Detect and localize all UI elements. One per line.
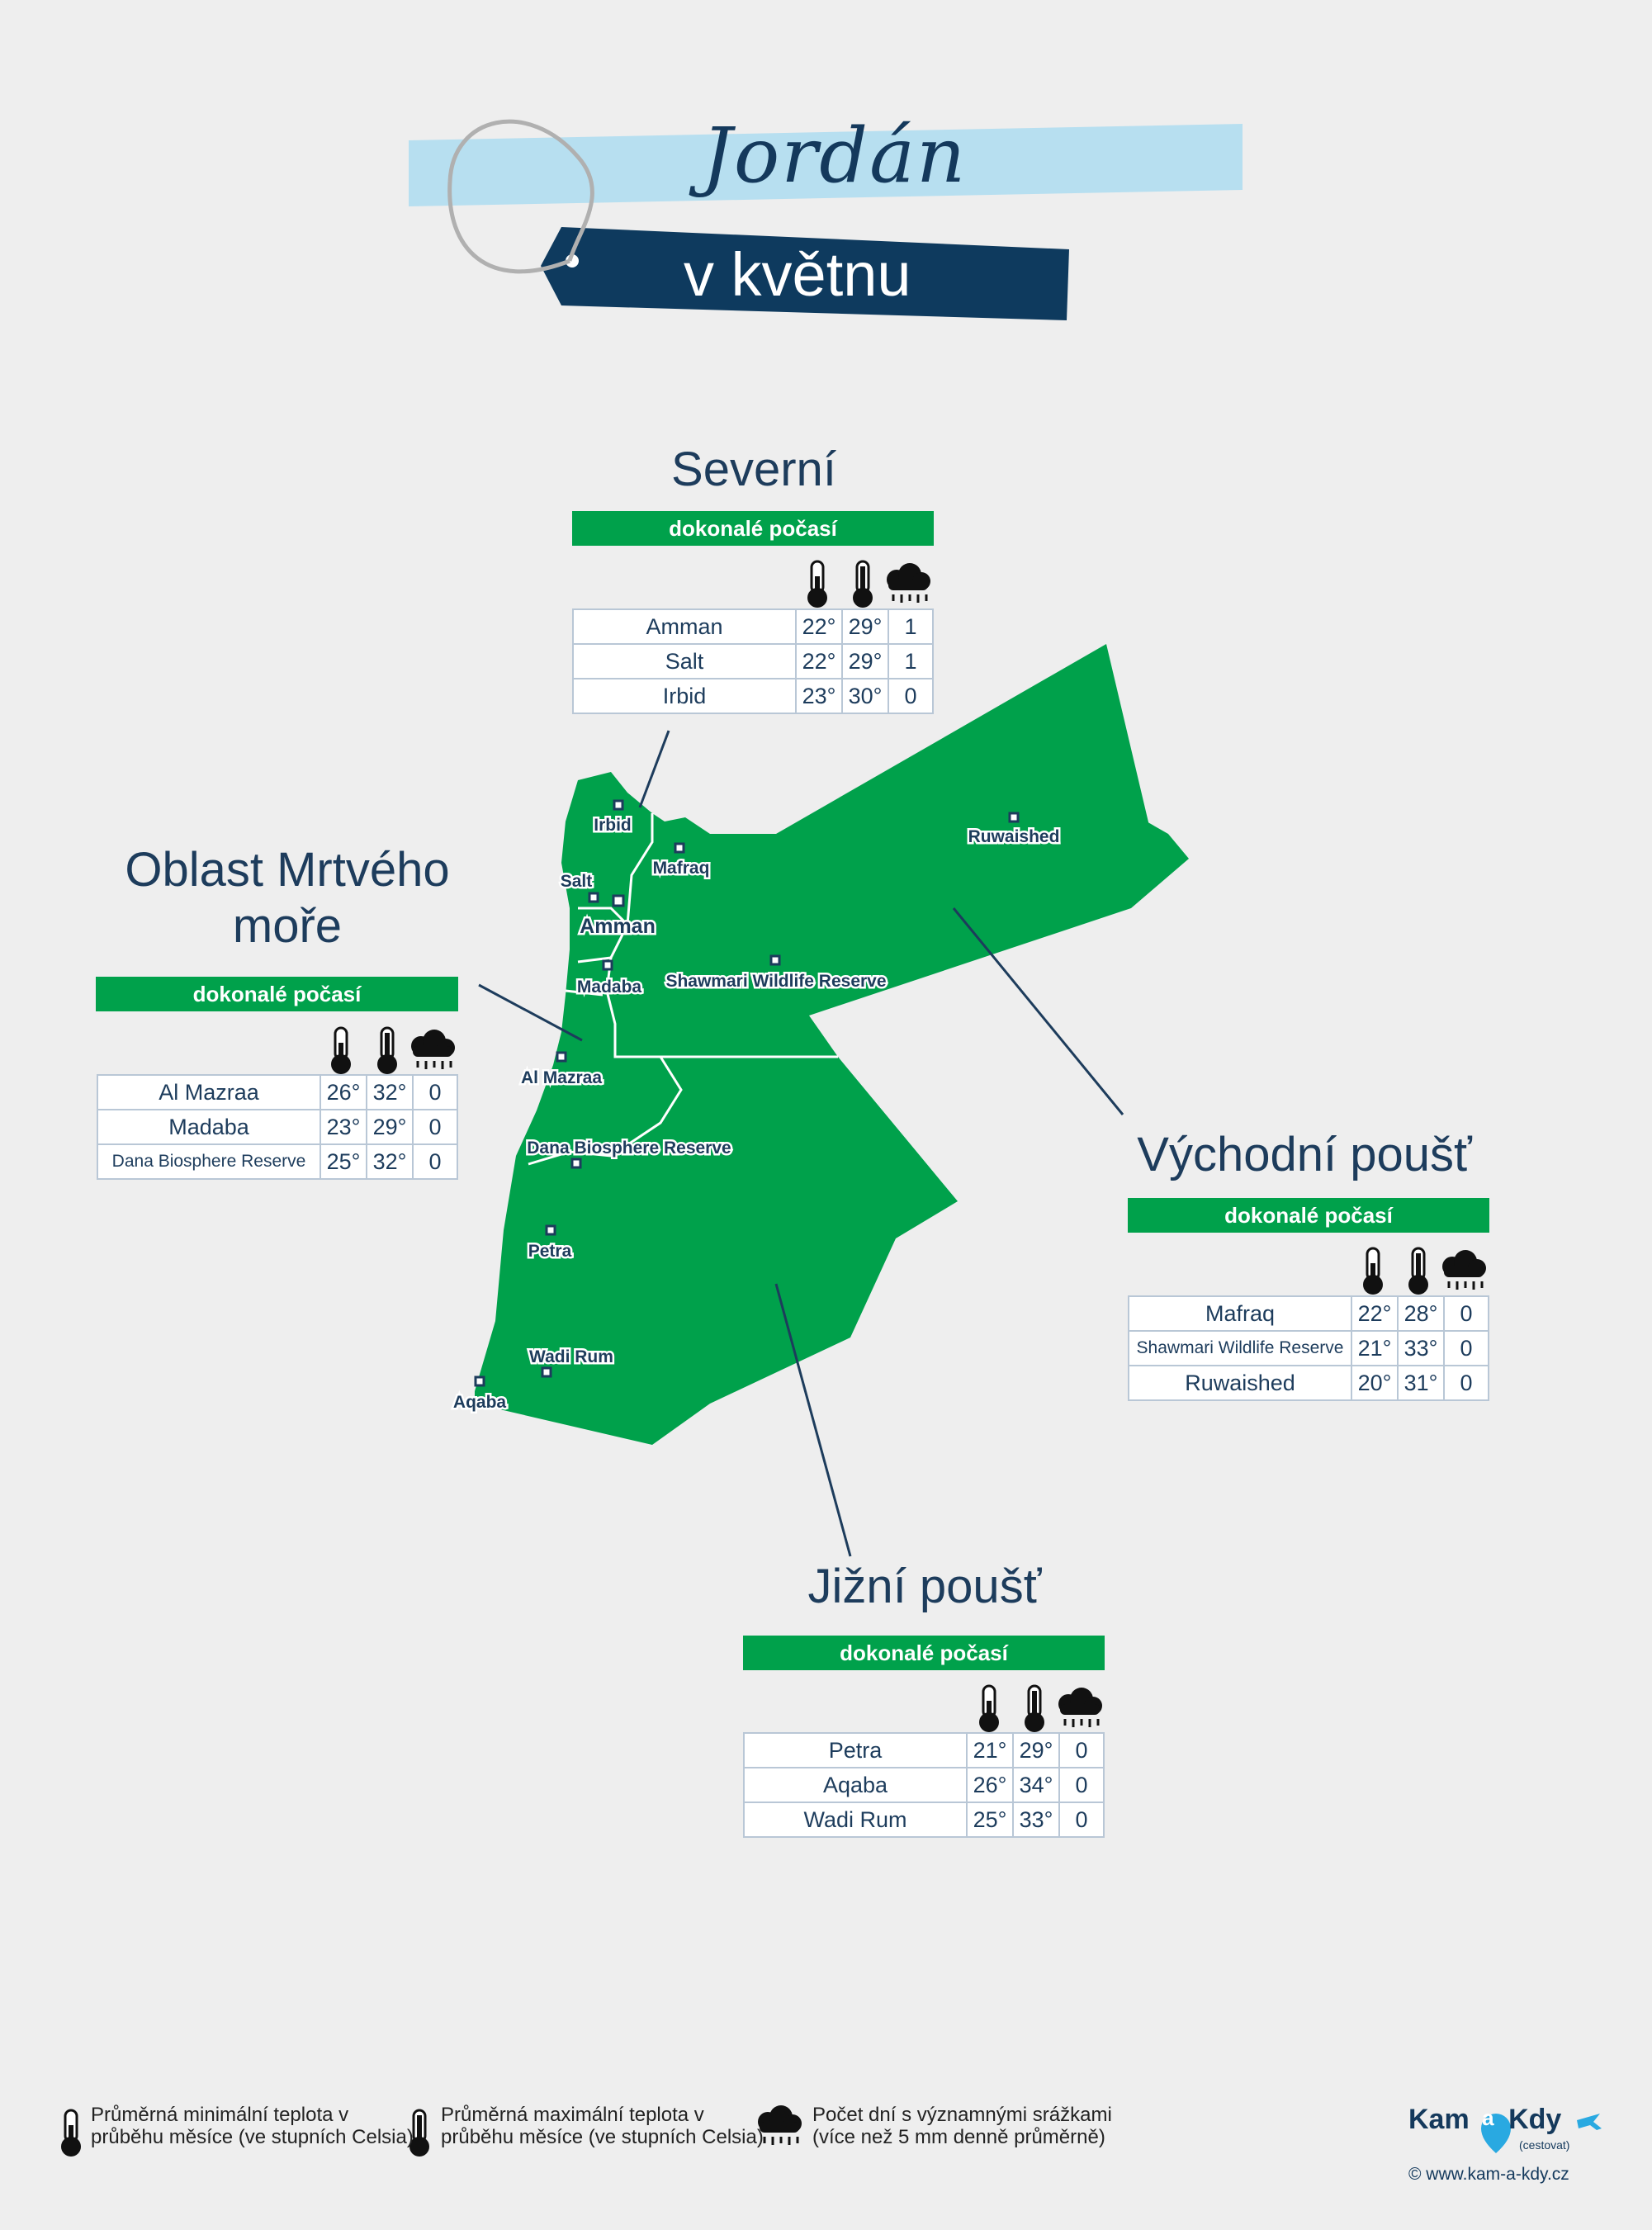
- page-subtitle: v květnu: [684, 240, 911, 309]
- brand-name-left: Kam: [1408, 2104, 1470, 2135]
- legend-text-line: průběhu měsíce (ve stupních Celsia): [441, 2126, 764, 2148]
- legend-rain: [801, 2104, 1112, 2148]
- map-label-salt: Salt: [560, 872, 593, 891]
- marker-ruwaished: [1010, 813, 1018, 821]
- city-name: Petra: [744, 1733, 967, 1768]
- max-temp: 29°: [842, 609, 888, 644]
- rating-badge-vychodni: dokonalé počasí: [1128, 1198, 1489, 1233]
- min-temp: 21°: [1351, 1331, 1398, 1366]
- table-row: [573, 679, 933, 713]
- jordan-map: [475, 644, 1189, 1445]
- min-temp: 20°: [1351, 1366, 1398, 1400]
- rain-days: 0: [1059, 1733, 1104, 1768]
- max-temp: 34°: [1013, 1768, 1059, 1802]
- table-row: [97, 1110, 457, 1144]
- map-label-petra: Petra: [528, 1242, 572, 1261]
- weather-table-vychodni: [1128, 1295, 1489, 1401]
- max-temp: 30°: [842, 679, 888, 713]
- marker-wadi-rum: [542, 1368, 551, 1376]
- min-temp: 23°: [796, 679, 842, 713]
- table-row: [573, 644, 933, 679]
- region-title-severni: Severní: [671, 443, 836, 496]
- map-label-madaba: Madaba: [576, 978, 642, 997]
- rating-badge-mrtve-more: dokonalé počasí: [96, 977, 458, 1011]
- min-temp: 22°: [796, 609, 842, 644]
- max-temp: 29°: [367, 1110, 413, 1144]
- legend-text-line: Průměrná maximální teplota v: [441, 2104, 704, 2126]
- map-label-shawmari: Shawmari Wildlife Reserve: [665, 972, 887, 991]
- rating-badge-jizni: dokonalé počasí: [743, 1636, 1105, 1670]
- map-label-wadi-rum: Wadi Rum: [529, 1347, 613, 1366]
- table-row: [744, 1768, 1104, 1802]
- weather-table-jizni: [743, 1732, 1105, 1838]
- rain-days: 0: [413, 1075, 457, 1110]
- min-temp: 23°: [320, 1110, 367, 1144]
- city-name: Dana Biosphere Reserve: [97, 1144, 320, 1179]
- max-temp: 31°: [1398, 1366, 1444, 1400]
- city-name: Ruwaished: [1129, 1366, 1351, 1400]
- table-row: [744, 1802, 1104, 1837]
- table-icons-severni: [807, 561, 930, 608]
- city-name: Salt: [573, 644, 796, 679]
- table-row: [1129, 1366, 1489, 1400]
- rain-days: 0: [1059, 1802, 1104, 1837]
- rain-days: 0: [1059, 1768, 1104, 1802]
- map-label-amman: Amman: [580, 915, 656, 938]
- marker-irbid: [614, 801, 622, 809]
- marker-al-mazraa: [557, 1053, 566, 1061]
- max-temp: 29°: [842, 644, 888, 679]
- rain-days: 1: [888, 644, 933, 679]
- min-temp: 22°: [1351, 1296, 1398, 1331]
- table-icons-mrtve-more: [331, 1028, 455, 1074]
- table-icons-jizni: [979, 1686, 1102, 1732]
- brand-name-right: Kdy: [1508, 2104, 1562, 2135]
- table-row: [97, 1144, 457, 1179]
- marker-aqaba: [476, 1377, 484, 1385]
- min-temp: 22°: [796, 644, 842, 679]
- brand-url[interactable]: © www.kam-a-kdy.cz: [1408, 2165, 1569, 2184]
- city-name: Amman: [573, 609, 796, 644]
- table-row: [1129, 1331, 1489, 1366]
- table-row: [1129, 1296, 1489, 1331]
- city-name: Shawmari Wildlife Reserve: [1129, 1331, 1351, 1366]
- rain-days: 1: [888, 609, 933, 644]
- max-temp: 32°: [367, 1075, 413, 1110]
- legend-min-temp: [79, 2104, 414, 2148]
- table-row: [744, 1733, 1104, 1768]
- region-title-mrtve-more: Oblast Mrtvého moře: [125, 843, 450, 953]
- legend-text-line: Průměrná minimální teplota v: [91, 2104, 349, 2126]
- legend-text-line: (více než 5 mm denně průměrně): [812, 2126, 1105, 2148]
- rain-days: 0: [888, 679, 933, 713]
- city-name: Aqaba: [744, 1768, 967, 1802]
- min-temp: 26°: [967, 1768, 1013, 1802]
- city-name: Irbid: [573, 679, 796, 713]
- max-temp: 33°: [1013, 1802, 1059, 1837]
- max-temp: 28°: [1398, 1296, 1444, 1331]
- rain-days: 0: [1444, 1331, 1489, 1366]
- marker-amman: [613, 896, 623, 906]
- region-title-vychodni: Východní poušť: [1137, 1128, 1472, 1181]
- weather-table-severni: [572, 608, 934, 714]
- city-name: Wadi Rum: [744, 1802, 967, 1837]
- max-temp: 33°: [1398, 1331, 1444, 1366]
- marker-salt: [589, 893, 598, 902]
- marker-madaba: [604, 961, 612, 969]
- page-title: Jordán: [702, 111, 968, 200]
- brand-name-mid: a: [1482, 2105, 1494, 2130]
- marker-mafraq: [675, 844, 684, 852]
- map-label-irbid: Irbid: [594, 816, 632, 835]
- min-temp: 25°: [320, 1144, 367, 1179]
- rating-badge-severni: dokonalé počasí: [572, 511, 934, 546]
- marker-dana: [572, 1159, 580, 1167]
- min-temp: 21°: [967, 1733, 1013, 1768]
- map-label-al-mazraa: Al Mazraa: [520, 1068, 603, 1087]
- brand-logo[interactable]: [1408, 2104, 1561, 2136]
- city-name: Al Mazraa: [97, 1075, 320, 1110]
- legend-text-line: průběhu měsíce (ve stupních Celsia): [91, 2126, 414, 2148]
- map-label-dana: Dana Biosphere Reserve: [527, 1139, 731, 1158]
- plane-icon: [1577, 2114, 1602, 2130]
- map-label-ruwaished: Ruwaished: [968, 827, 1060, 846]
- min-temp: 25°: [967, 1802, 1013, 1837]
- max-temp: 29°: [1013, 1733, 1059, 1768]
- rain-days: 0: [1444, 1366, 1489, 1400]
- weather-table-mrtve-more: [97, 1074, 458, 1180]
- rain-days: 0: [413, 1110, 457, 1144]
- map-label-aqaba: Aqaba: [452, 1393, 507, 1412]
- legend-text-line: Počet dní s významnými srážkami: [812, 2104, 1112, 2126]
- map-label-mafraq: Mafraq: [652, 859, 710, 878]
- marker-petra: [547, 1226, 555, 1234]
- table-icons-vychodni: [1363, 1248, 1486, 1295]
- city-name: Madaba: [97, 1110, 320, 1144]
- city-name: Mafraq: [1129, 1296, 1351, 1331]
- rain-days: 0: [413, 1144, 457, 1179]
- brand-tagline: (cestovat): [1519, 2138, 1570, 2152]
- max-temp: 32°: [367, 1144, 413, 1179]
- region-title-jizni: Jižní poušť: [807, 1560, 1042, 1613]
- table-row: [573, 609, 933, 644]
- marker-shawmari: [771, 956, 779, 964]
- rain-days: 0: [1444, 1296, 1489, 1331]
- jordan-territory: [475, 644, 1189, 1445]
- legend-max-temp: [429, 2104, 764, 2148]
- table-row: [97, 1075, 457, 1110]
- min-temp: 26°: [320, 1075, 367, 1110]
